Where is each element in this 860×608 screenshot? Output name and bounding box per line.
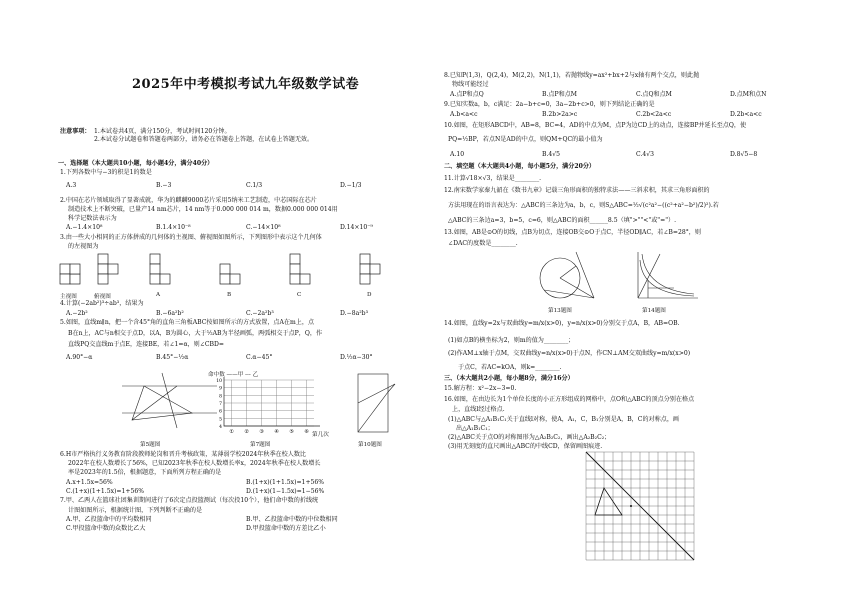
- q13-line1: 13.如图，AB是⊙O的切线，点B为切点，连接OB交⊙O于点C，半径OD∥AC，若∠B=28°，则: [444, 229, 701, 236]
- q6-line1: 6.H市严格执行义务教育阶段教师轮岗和晋升考核政策，某薄弱学校2024年秋季在校人数比: [60, 451, 307, 458]
- q2-d: D.14×10⁻⁹: [340, 224, 373, 231]
- top-view-figure: [98, 254, 118, 284]
- fig10-rectangle: [350, 370, 400, 438]
- q1-d: D.−1/3: [340, 182, 362, 189]
- q14-line2: (1)如点B的横坐标为2，则m的值为________；: [448, 337, 575, 344]
- section-3: 三、（本大题共2小题，每小题8分，满分16分）: [444, 375, 574, 382]
- option-a-figure: [150, 254, 170, 284]
- q5-d: D.½α−30°: [340, 354, 373, 361]
- q9-d: D.2b<a<c: [730, 111, 762, 118]
- q16-line4: 出△A₁B₁C₁；: [456, 425, 494, 432]
- q12-line1: 12.南宋数学家秦九韶在《数书九章》记载三角形面积的独特求法——三斜求积，其求三角形面积的: [444, 187, 710, 194]
- q9-a: A.b<a<c: [450, 111, 478, 118]
- fig7-x-tick: ③: [259, 430, 264, 435]
- q10-b: B.4√5: [542, 151, 561, 158]
- q12-line3: △ABC的三条边a=3，b=5，c=6，则△ABC的面积______8.5（填">""<"或"="）.: [448, 217, 677, 224]
- fig7-y-tick: 6: [219, 409, 222, 415]
- q8-b: B.点P和点M: [542, 91, 578, 98]
- fig13-circle: [538, 250, 608, 306]
- q15-text: 15.解方程：x²−2x−3=0.: [444, 385, 517, 392]
- q4-c: C.−2a²b³: [246, 310, 274, 317]
- q5-c: C.α−45°: [246, 354, 273, 361]
- q2-a: A.−1.4×10⁸: [66, 224, 103, 231]
- q16-line2: 上，直线l经过格点.: [452, 406, 505, 413]
- q10-line2: PQ=½BP，若点N是AD的中点，则QM+QC的最小值为: [448, 136, 603, 143]
- q2-line1: 2.中国在芯片领域取得了显著成就，华为的麒麟9000芯片采用5纳米工艺制造，中芯国际在芯片: [60, 197, 317, 204]
- exam-title: 2025年中考模拟考试九年级数学试卷: [132, 77, 360, 92]
- q7-c: C.甲投篮命中数的众数比乙大: [66, 525, 146, 532]
- q7-line2: 计图如图所示，根据统计图，下列判断不正确的是: [68, 507, 203, 514]
- q5-line2: B在n上，AC与n相交于点D，以A，B为圆心，大于½AB为半径画弧，两弧相交于点P，Q，作: [68, 330, 323, 337]
- q10-line1: 10.如图，在矩形ABCD中，AB=8，BC=4，AD的中点为M，点P为边CD上的动点，连接BP并延长至点Q，使: [444, 122, 747, 129]
- notice-line1: 1.本试卷共4页，满分150分，考试时间120分钟。: [94, 128, 231, 135]
- q5-line1: 5.如图，直线m∥n，把一个含45°角的直角三角板ABC按如图所示的方式放置，点A在m上，点: [60, 319, 315, 326]
- q10-d: D.8√5−8: [730, 151, 758, 158]
- fig7-y-tick: 10: [216, 379, 222, 384]
- q7-d: D.甲投篮命中数的方差比乙小: [246, 525, 326, 532]
- q7-a: A.甲、乙投篮命中的平均数相同: [66, 516, 152, 523]
- q2-line3: 科学记数法表示为: [68, 215, 117, 222]
- q1-stem: 1.下列各数中与−3的积是1的数是: [60, 169, 152, 176]
- q4-d: D.−8a²b³: [340, 310, 369, 317]
- q16-line1: 16.如图，在由边长为1个单位长度的小正方形组成的网格中，点O和△ABC的顶点分别在格点: [444, 396, 695, 403]
- option-c-figure: [290, 254, 310, 284]
- q3-view-figures: [60, 254, 432, 294]
- main-view-label: 主视图: [60, 294, 77, 300]
- q3-line2: 的左视图为: [68, 243, 99, 250]
- q2-c: C.−14×10⁸: [246, 224, 281, 231]
- fig7-line-chart: [210, 378, 320, 436]
- q10-a: A.10: [450, 151, 465, 158]
- q16-line6: (3)用无刻度的直尺画出△ABC的中线CD，保留画图痕迹.: [448, 443, 603, 450]
- fig7-y-tick: 7: [219, 402, 222, 407]
- q5-a: A.90°−α: [66, 354, 93, 361]
- q3-c-label: C: [297, 292, 302, 298]
- fig7-y-tick: 5: [219, 417, 222, 423]
- fig16-triangle-abc: [595, 488, 622, 515]
- notice-line2: 2.本试卷分试题卷和答题卷两部分，请务必在答题卷上答题，在试卷上答题无效。: [94, 136, 314, 143]
- top-view-label: 俯视图: [94, 294, 111, 300]
- fig16-point-o: [630, 505, 632, 507]
- fig7-x-tick: ②: [244, 430, 249, 435]
- q3-b-label: B: [227, 292, 232, 298]
- fig7-y-tick: 4: [219, 425, 222, 430]
- fig7-x-tick: ⑥: [304, 430, 309, 435]
- q14-line1: 14.如图，直线y=2x与双曲线y=m/x(x>0)，y=n/x(x>0)分别交于点A，B，AB=OB.: [444, 320, 680, 327]
- notice-label: 注意事项：: [60, 128, 91, 135]
- q3-line1: 3.由一些大小相同的正方体拼成的几何体的主视图、俯视图如图所示，下列图形中表示这个几何体: [60, 234, 322, 241]
- q8-line2: 物线可能经过: [452, 81, 489, 88]
- q4-b: B.−6a²b²: [156, 310, 184, 317]
- section-1: 一、选择题（本大题共10小题，每小题4分，满分40分）: [58, 160, 214, 167]
- fig7-x-tick: ①: [229, 430, 234, 435]
- q6-c: C.(1+x)(1+1.5x)=1+56%: [66, 488, 145, 495]
- q6-line3: 率是2023年的1.5倍，根据题意，下面所列方程正确的是: [68, 469, 222, 476]
- q6-a: A.x+1.5x=56%: [66, 479, 113, 486]
- q14-line4: 于点C，若AC=kOA，则k=________.: [458, 364, 562, 371]
- q5-line3: 直线PQ交直线m于点E，连接BE，若∠1=α，则∠CBD=: [68, 341, 225, 348]
- q7-line1: 7.甲、乙两人在篮球社团集训期间进行了6次定点投篮测试（每次投10个），他们命中数的折线统: [60, 497, 319, 504]
- q1-b: B.−3: [156, 182, 172, 189]
- caption-fig10: 第10题图: [358, 442, 382, 448]
- main-view-figure: [60, 264, 80, 284]
- q2-line2: 制造技术上不断突破，已量产14 nm芯片，14 nm等于0.000 000 014 m，数据0.000 000 014用: [68, 206, 338, 213]
- fig7-axes: [224, 377, 320, 426]
- q4-a: A.−2b²: [66, 310, 88, 317]
- fig7-legend: 命中数 ——甲 --- 乙: [208, 372, 259, 378]
- fig7-axis-label: 第几次: [312, 432, 329, 438]
- q4-stem: 4.计算(−2ab²)³÷ab³，结果为: [60, 300, 144, 307]
- caption-fig14: 第14题图: [642, 308, 666, 314]
- q2-b: B.1.4×10⁻⁸: [156, 224, 191, 231]
- fig7-y-tick: 9: [219, 386, 222, 392]
- q8-a: A.点P和点Q: [450, 91, 484, 98]
- q1-c: C.1/3: [246, 182, 263, 189]
- q8-d: D.点M和点N: [730, 91, 767, 98]
- q12-line2: 方法用现在的语言表达为：△ABC的三条边为a，b，c，则S△ABC=½√(c²a²−((c²+a²−b²)/2)²).若: [448, 202, 719, 209]
- q6-b: B.(1+x)(1+1.5x)=1+56%: [246, 479, 325, 486]
- q9-line1: 9.已知实数a，b，c满足：2a−b+c=0，3a−2b+c>0，则下列结论正确的是: [444, 101, 655, 108]
- q14-line3: (2)作AM⊥x轴于点M，交双曲线y=n/x(x>0)于点N，作CN⊥AM交双曲线y=m/x(x>0): [448, 350, 691, 357]
- q16-line5: (2)△ABC关于点O的对称图形为△A₂B₂C₂，画出△A₂B₂C₂；: [448, 434, 611, 441]
- q10-c: C.4√3: [636, 151, 655, 158]
- fig7-x-tick: ⑤: [289, 430, 294, 435]
- q8-c: C.点Q和点M: [636, 91, 672, 98]
- caption-fig13: 第13题图: [548, 308, 572, 314]
- fig14-graph: [634, 250, 700, 304]
- q7-b: B.甲、乙投篮命中数的中位数相同: [246, 516, 338, 523]
- option-b-figure: [220, 264, 240, 284]
- section-2: 二、填空题（本大题共4小题，每小题5分，满分20分）: [444, 163, 596, 170]
- q1-a: A.3: [66, 182, 77, 189]
- q16-line3: (1)△ABC与△A₁B₁C₁关于直线l对称，使A，A₁，C，B₁分别是A，B，C的对称点，画: [448, 416, 680, 423]
- caption-fig7: 第7题图: [250, 442, 271, 448]
- q6-line2: 2022年在校人数增长了56%，已知2023年秋季在校人数增长率x，2024年秋季在校人数增长: [68, 460, 321, 467]
- q6-d: D.(1+x)(1−1.5x)=1−56%: [246, 488, 325, 495]
- fig7-y-tick: 8: [219, 394, 222, 400]
- q8-line1: 8.已知P(1,3)，Q(2,4)，M(2,2)，N(1,1)，若抛物线y=ax²+bx+2与x轴有两个交点，则此抛: [444, 72, 700, 79]
- q5-b: B.45°−½α: [156, 354, 189, 361]
- option-d-figure: [360, 254, 380, 284]
- fig5-geometry: [122, 368, 222, 438]
- caption-fig5: 第5题图: [140, 442, 161, 448]
- q9-b: B.2b>2a>c: [542, 111, 578, 118]
- q11-text: 11.计算√18×√3，结果是________.: [444, 175, 542, 182]
- fig16-grid: [586, 452, 696, 562]
- q13-line2: ∠DAC的度数是________.: [448, 240, 518, 247]
- q9-c: C.2b<2a<c: [636, 111, 672, 118]
- q3-a-label: A: [156, 292, 161, 298]
- fig7-x-tick: ④: [274, 430, 279, 435]
- q3-d-label: D: [367, 292, 372, 298]
